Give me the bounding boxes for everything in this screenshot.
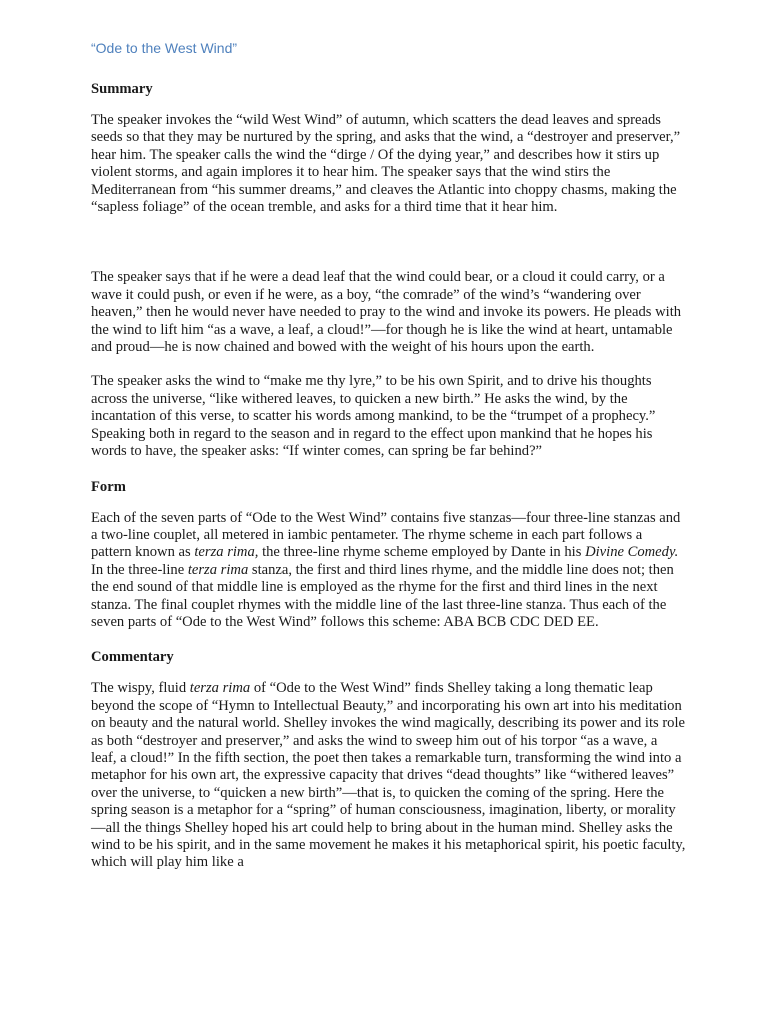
form-term-divine-comedy: Divine Comedy. [585,544,679,561]
form-text-c: In the three-line [91,561,188,578]
commentary-text-b: of “Ode to the West Wind” finds Shelley taking a long thematic leap beyond the scope of “Hymn to Intellectual Beauty,” and incorporating his own art into his meditation on beauty and the natural world. Shelley invokes the wind magically, describing its power and its role as both “destroyer and preserver,” and asks the wind to sweep him out of his torpor “as a wave, a leaf, a cloud!” In the fifth section, the poet then takes a remarkable turn, transforming the wind into a metaphor for his own art, the expressive capacity that drives “dead thoughts” like “withered leaves” over the universe, to “quicken a new birth”—that is, to quicken the coming of the spring. Here the spring season is a metaphor for a “spring” of human consciousness, imagination, liberty, or morality—all the things Shelley hoped his art could help to bring about in the human mind. Shelley asks the wind to be his spirit, and in the same movement he makes it his metaphorical spirit, his poetic faculty, which will play him like a [91,680,686,871]
document-title: “Ode to the West Wind” [91,40,238,56]
form-paragraph-1 [91,510,686,632]
commentary-heading: Commentary [91,649,174,666]
form-term-terza-rima: terza rima, [194,544,259,561]
blank-gap [91,233,686,269]
form-text-d: stanza, the first and third lines rhyme, and the middle line does not; then the end sound of that middle line is employed as the rhyme for the first and third lines in the next stanza. The final couplet rhymes with the middle line of the last three-line stanza. Thus each of the seven parts of “Ode to the West Wind” follows this scheme: ABA BCB CDC DED EE. [91,561,674,630]
commentary-term-terza-rima: terza rima [189,680,251,697]
summary-paragraph-2: The speaker says that if he were a dead leaf that the wind could bear, or a cloud it could carry, or a wave it could push, or even if he were, as a boy, “the comrade” of the wind’s “wandering over heaven,” then he would never have needed to pray to the wind and invoke its powers. He pleads with the wind to lift him “as a wave, a leaf, a cloud!”—for though he is like the wind at heart, untamable and proud—he is now chained and bowed with the weight of his hours upon the earth. [91,269,682,356]
form-heading: Form [91,478,126,495]
summary-heading: Summary [91,81,153,97]
form-term-terza-rima-2: terza rima [187,561,249,578]
commentary-paragraph-1 [91,680,686,871]
form-text-b: the three-line rhyme scheme employed by Dante in his [258,544,586,561]
summary-paragraph-3: The speaker asks the wind to “make me thy lyre,” to be his own Spirit, and to drive his thoughts across the universe, “like withered leaves, to quicken a new birth.” He asks the wind, by the incantation of this verse, to scatter his words among mankind, to be the “trumpet of a prophecy.” Speaking both in regard to the season and in regard to the effect upon mankind that he hopes his words to have, the speaker asks: “If winter comes, can spring be far behind?” [91,373,656,460]
commentary-text-a: The wispy, fluid [91,680,190,697]
form-text-a: Each of the seven parts of “Ode to the West Wind” contains five stanzas—four three-line stanzas and a two-line couplet, all metered in iambic pentameter. The rhyme scheme in each part follows a pattern known as [91,509,681,561]
summary-paragraph-1: The speaker invokes the “wild West Wind” of autumn, which scatters the dead leaves and spreads seeds so that they may be nurtured by the spring, and asks that the wind, a “destroyer and preserver,” hear him. The speaker calls the wind the “dirge / Of the dying year,” and describes how it stirs up violent storms, and again implores it to hear him. The speaker says that the wind stirs the Mediterranean from “his summer dreams,” and cleaves the Atlantic into choppy chasms, making the “sapless foliage” of the ocean tremble, and asks for a third time that it hear him. [91,112,681,216]
